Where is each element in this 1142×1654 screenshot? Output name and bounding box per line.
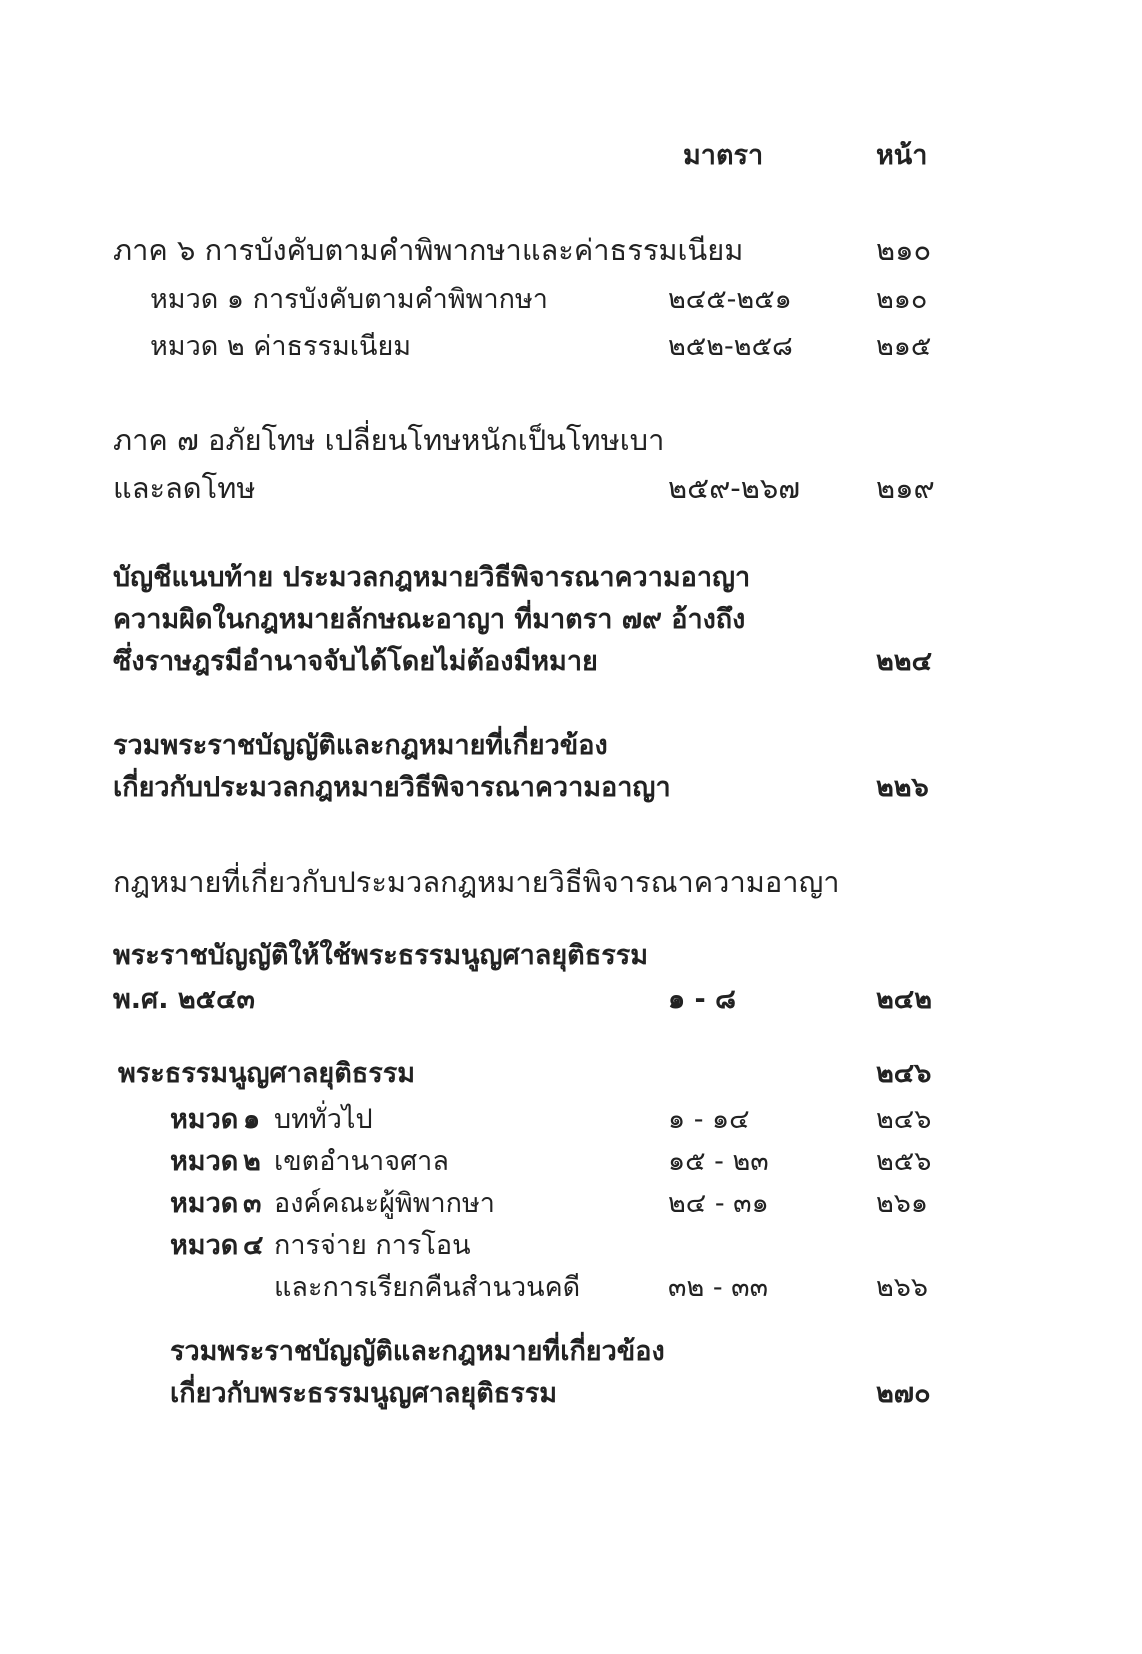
related1-page: ๒๒๖ [876,772,929,803]
part6-ch1-label: หมวด ๑ การบังคับตามคำพิพากษา [150,284,548,315]
appendix-line3: ซึ่งราษฎรมีอำนาจจับได้โดยไม่ต้องมีหมาย [113,646,598,677]
charter-ch3-page: ๒๖๑ [876,1188,929,1219]
toc-charter [0,1052,1142,1096]
toc-act-line2 [0,978,1142,1022]
toc-part6 [0,228,1142,272]
toc-part6-ch2 [0,325,1142,369]
appendix-line1: บัญชีแนบท้าย ประมวลกฎหมายวิธีพิจารณาความอาญา [113,562,751,593]
charter-ch4-text2: และการเรียกคืนสำนวนคดี [274,1272,581,1303]
part6-title: ภาค ๖ การบังคับตามคำพิพากษาและค่าธรรมเนียม [113,233,744,267]
charter-ch1-num: ๑ [243,1104,261,1135]
act-page: ๒๔๒ [876,984,933,1015]
charter-ch2-num: ๒ [243,1146,261,1177]
toc-related2-line2 [0,1372,1142,1416]
appendix-line2: ความผิดในกฎหมายลักษณะอาญา ที่มาตรา ๗๙ อ้างถึง [113,604,746,635]
charter-ch1-page: ๒๔๖ [876,1104,932,1135]
charter-ch3-num: ๓ [243,1188,262,1219]
charter-ch2-text: เขตอำนาจศาล [274,1146,449,1177]
toc-charter-ch4 [0,1224,1142,1268]
charter-ch3-sections: ๒๔ - ๓๑ [668,1188,769,1219]
part7-page: ๒๑๙ [876,471,935,505]
laws-heading: กฎหมายที่เกี่ยวกับประมวลกฎหมายวิธีพิจารณาความอาญา [113,865,840,899]
toc-related2-line1 [0,1330,1142,1374]
related2-line2: เกี่ยวกับพระธรรมนูญศาลยุติธรรม [170,1378,558,1409]
part6-ch1-sections: ๒๔๕-๒๕๑ [668,284,792,315]
toc-laws-heading [0,860,1142,904]
toc-part7-line1 [0,418,1142,462]
charter-ch1-sections: ๑ - ๑๔ [668,1104,750,1135]
charter-ch4-text: การจ่าย การโอน [274,1230,471,1261]
part6-ch2-sections: ๒๕๒-๒๕๘ [668,331,793,362]
toc-related1-line2 [0,766,1142,810]
related1-line1: รวมพระราชบัญญัติและกฎหมายที่เกี่ยวข้อง [113,730,608,761]
toc-part6-ch1 [0,278,1142,322]
toc-act-line1 [0,934,1142,978]
page-column-heading: หน้า [876,140,928,171]
charter-ch3-word: หมวด [170,1188,239,1219]
charter-ch2-page: ๒๕๖ [876,1146,932,1177]
section-column-heading: มาตรา [683,140,764,171]
part6-page: ๒๑๐ [876,233,932,267]
charter-ch1-text: บททั่วไป [274,1104,373,1135]
charter-ch4-page: ๒๖๖ [876,1272,929,1303]
charter-ch4-word: หมวด [170,1230,239,1261]
charter-ch3-text: องค์คณะผู้พิพากษา [274,1188,495,1219]
part7-title-line1: ภาค ๗ อภัยโทษ เปลี่ยนโทษหนักเป็นโทษเบา [113,423,665,457]
related2-page: ๒๗๐ [876,1378,931,1409]
toc-charter-ch2 [0,1140,1142,1184]
toc-charter-ch3 [0,1182,1142,1226]
charter-title: พระธรรมนูญศาลยุติธรรม [118,1058,416,1089]
part6-ch2-label: หมวด ๒ ค่าธรรมเนียม [150,331,412,362]
act-sections: ๑ - ๘ [668,984,736,1015]
part6-ch2-page: ๒๑๕ [876,331,932,362]
related1-line2: เกี่ยวกับประมวลกฎหมายวิธีพิจารณาความอาญา [113,772,671,803]
act-line2: พ.ศ. ๒๕๔๓ [113,984,255,1015]
charter-page: ๒๔๖ [876,1058,932,1089]
toc-charter-ch4-cont [0,1266,1142,1310]
act-line1: พระราชบัญญัติให้ใช้พระธรรมนูญศาลยุติธรรม [113,940,648,971]
part7-title-line2: และลดโทษ [113,471,256,505]
appendix-page: ๒๒๔ [876,646,933,677]
column-header [0,134,1142,178]
related2-line1: รวมพระราชบัญญัติและกฎหมายที่เกี่ยวข้อง [170,1336,665,1367]
toc-appendix-line2 [0,598,1142,642]
charter-ch2-word: หมวด [170,1146,239,1177]
toc-charter-ch1 [0,1098,1142,1142]
toc-related1-line1 [0,724,1142,768]
part6-ch1-page: ๒๑๐ [876,284,928,315]
charter-ch1-word: หมวด [170,1104,239,1135]
charter-ch4-num: ๔ [243,1230,264,1261]
toc-appendix-line3 [0,640,1142,684]
charter-ch4-sections: ๓๒ - ๓๓ [668,1272,769,1303]
charter-ch2-sections: ๑๕ - ๒๓ [668,1146,769,1177]
toc-appendix-line1 [0,556,1142,600]
toc-part7-line2 [0,466,1142,510]
part7-sections: ๒๕๙-๒๖๗ [668,471,801,505]
